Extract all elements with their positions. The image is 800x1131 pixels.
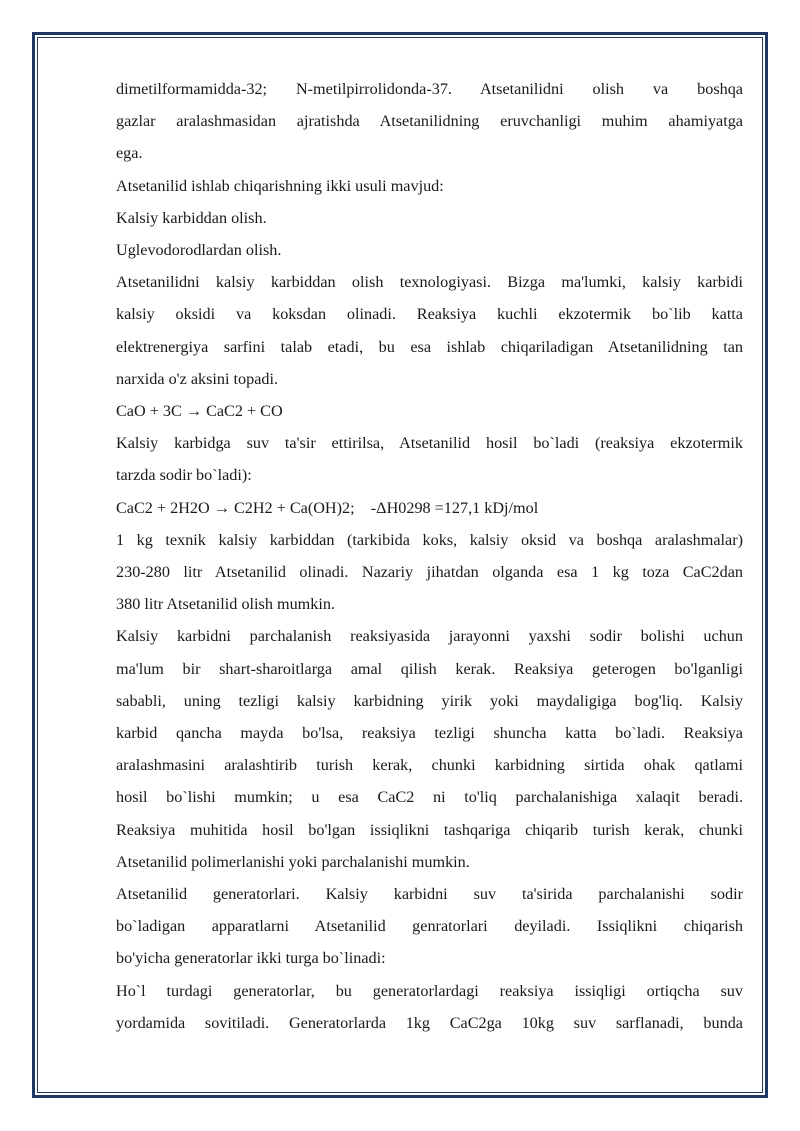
text-line: kalsiy oksidi va koksdan olinadi. Reaksiya kuchli ekzotermik bo`lib katta: [116, 305, 743, 324]
text-line: bo`ladigan apparatlarni Atsetanilid genratorlari deyiladi. Issiqlikni chiqarish: [116, 917, 743, 936]
text-line: yordamida sovitiladi. Generatorlarda 1kg CaC2ga 10kg suv sarflanadi, bunda: [116, 1013, 743, 1032]
text-line: Kalsiy karbidni parchalanish reaksiyasida jarayonni yaxshi sodir bolishi uchun: [116, 627, 743, 646]
text-line: Uglevodorodlardan olish.: [116, 241, 282, 260]
equation-line: CaO + 3C → CaC2 + CO: [116, 402, 283, 421]
text-line: sababli, uning tezligi kalsiy karbidning yirik yoki maydaligiga bog'liq. Kalsiy: [116, 691, 743, 710]
text-line: hosil bo`lishi mumkin; u esa CaC2 ni to'liq parchalanishiga xalaqit beradi.: [116, 788, 743, 807]
text-line: Atsetanilidni kalsiy karbiddan olish texnologiyasi. Bizga ma'lumki, kalsiy karbidi: [116, 273, 743, 292]
document-body: [116, 73, 743, 1039]
text-line: karbid qancha mayda bo'lsa, reaksiya tezligi shuncha katta bo`ladi. Reaksiya: [116, 724, 743, 743]
text-line: 380 litr Atsetanilid olish mumkin.: [116, 595, 335, 614]
text-line: elektrenergiya sarfini talab etadi, bu esa ishlab chiqariladigan Atsetanilidning tan: [116, 337, 743, 356]
text-line: ega.: [116, 144, 143, 163]
text-line: Atsetanilid polimerlanishi yoki parchalanishi mumkin.: [116, 852, 470, 871]
text-line: Atsetanilid ishlab chiqarishning ikki usuli mavjud:: [116, 176, 444, 195]
text-line: 1 kg texnik kalsiy karbiddan (tarkibida koks, kalsiy oksid va boshqa aralashmalar): [116, 530, 743, 549]
text-line: 230-280 litr Atsetanilid olinadi. Nazariy jihatdan olganda esa 1 kg toza CaC2dan: [116, 563, 743, 582]
text-line: dimetilformamidda-32; N-metilpirrolidonda-37. Atsetanilidni olish va boshqa: [116, 80, 743, 98]
text-line: Atsetanilid generatorlari. Kalsiy karbidni suv ta'sirida parchalanishi sodir: [116, 885, 743, 904]
text-line: Ho`l turdagi generatorlar, bu generatorlardagi reaksiya issiqligi ortiqcha suv: [116, 981, 743, 1000]
text-line: bo'yicha generatorlar ikki turga bo`linadi:: [116, 949, 386, 968]
equation-line: CaC2 + 2H2O → C2H2 + Ca(OH)2; -ΔH0298 =127,1 kDj/mol: [116, 498, 539, 517]
text-line: narxida o'z aksini topadi.: [116, 369, 279, 388]
text-line: Kalsiy karbiddan olish.: [116, 208, 267, 227]
text-line: ma'lum bir shart-sharoitlarga amal qilish kerak. Reaksiya geterogen bo'lganligi: [116, 659, 743, 678]
text-line: gazlar aralashmasidan ajratishda Atsetanilidning eruvchanligi muhim ahamiyatga: [116, 112, 743, 131]
text-line: Reaksiya muhitida hosil bo'lgan issiqlikni tashqariga chiqarib turish kerak, chunki: [116, 820, 743, 839]
text-line: aralashmasini aralashtirib turish kerak, chunki karbidning sirtida ohak qatlami: [116, 756, 743, 775]
text-line: tarzda sodir bo`ladi):: [116, 466, 252, 485]
text-line: Kalsiy karbidga suv ta'sir ettirilsa, Atsetanilid hosil bo`ladi (reaksiya ekzotermik: [116, 434, 743, 453]
